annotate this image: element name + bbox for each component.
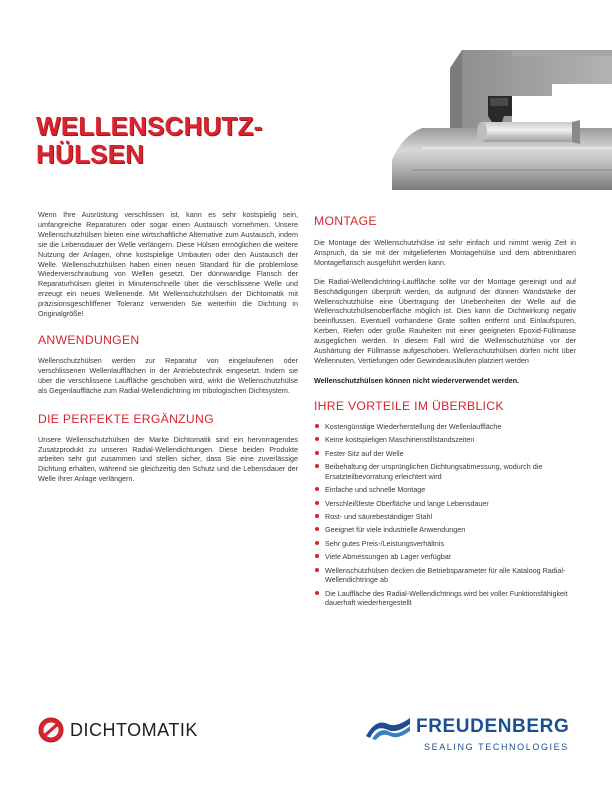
list-item: Viele Abmessungen ab Lager verfügbar <box>314 552 576 561</box>
freudenberg-logo <box>366 714 586 760</box>
bullet-icon <box>315 568 319 572</box>
bullet-icon <box>315 424 319 428</box>
montage-paragraph-1: Die Montage der Wellenschutzhülse ist sehr einfach und nimmt wenig Zeit in Anspruch, da sie mit der mitgelieferten Montagehülse und dem abtrennbaren Montageflansch ausgeführt werden kann. <box>314 238 576 267</box>
list-item: Die Lauffläche des Radial-Wellendichtrings wird bei voller Funktionsfähigkeit dauerhaft wiederhergestellt <box>314 589 576 608</box>
anwendungen-paragraph: Wellenschutzhülsen werden zur Reparatur von eingelaufenen oder verschlissenen Wellenlaufflächen in der Antriebstechnik eingesetzt. Indem sie über die verschlissene Lauffläche geschoben wird, wirkt die Wellenschutzhülse als Gegenlauffläche zum Radial-Wellendichtring im tribologischen Dichtsystem. <box>38 355 298 395</box>
vorteile-list <box>314 422 576 608</box>
heading-montage: MONTAGE <box>314 214 377 228</box>
list-item: Geeignet für viele industrielle Anwendungen <box>314 525 576 534</box>
bullet-icon <box>315 541 319 545</box>
list-item: Beibehaltung der ursprünglichen Dichtungsabmessung, wodurch die Ersatzteilbevorratung erleichtert wird <box>314 462 576 481</box>
bullet-icon <box>315 514 319 518</box>
bullet-icon <box>315 437 319 441</box>
bullet-icon <box>315 464 319 468</box>
dichtomatik-mark-icon <box>38 717 64 743</box>
list-item: Rost- und säurebeständiger Stahl <box>314 512 576 521</box>
list-item: Sehr gutes Preis-/Leistungsverhältnis <box>314 539 576 548</box>
left-column <box>38 210 298 484</box>
bullet-icon <box>315 487 319 491</box>
list-item: Wellenschutzhülsen decken die Betriebsparameter für alle Kataloog Radial-Wellendichtringe ab <box>314 566 576 585</box>
bullet-icon <box>315 451 319 455</box>
montage-paragraph-2: Die Radial-Wellendichtring-Lauffläche sollte vor der Montage gereinigt und auf Beschädigungen überprüft werden, da aufgrund der dünnen Wandstärke der Wellenschutzhülse eine Übertragung der Unebenheiten der Welle auf die Wellenschutzhülsenoberfläche möglich ist. Dies kann die Dichtwirkung negativ beeinflussen. Eventuell vorhandene Grate sollten entfernt und Einlaufspuren, Kerben, Riefen oder große Rauheiten mit einer geeigneten Epoxid-Füllmasse ausgeglichen werden. In diesem Fall wird die Wellenschutzhülse vor der Aushärtung der Füllmasse aufgeschoben. Wellenschutzhülsen dürfen nicht über Wellennuten, Vertiefungen oder Gewindeausläufen platziert werden <box>314 276 576 365</box>
freudenberg-wordmark: FREUDENBERG <box>416 716 570 737</box>
bullet-icon <box>315 527 319 531</box>
montage-note: Wellenschutzhülsen können nicht wiederverwendet werden. <box>314 375 520 385</box>
dichtomatik-logo <box>38 715 198 745</box>
title-line-2: HÜLSEN <box>36 139 145 169</box>
list-item: Einfache und schnelle Montage <box>314 485 576 494</box>
right-column <box>314 214 576 611</box>
page-title <box>36 112 336 168</box>
list-item: Keine kostspieligen Maschinenstillstandszeiten <box>314 435 576 444</box>
bullet-icon <box>315 591 319 595</box>
title-line-1: WELLENSCHUTZ- <box>36 111 263 141</box>
dichtomatik-wordmark: DICHTOMATIK <box>70 719 198 740</box>
list-item: Fester Sitz auf der Welle <box>314 449 576 458</box>
list-item: Kostengünstige Wiederherstellung der Wellenlauffläche <box>314 422 576 431</box>
heading-anwendungen: ANWENDUNGEN <box>38 332 140 347</box>
freudenberg-wave-icon <box>366 716 410 740</box>
freudenberg-subline: SEALING TECHNOLOGIES <box>424 742 569 752</box>
bullet-icon <box>315 554 319 558</box>
intro-paragraph: Wenn Ihre Ausrüstung verschlissen ist, kann es sehr kostspielig sein, umfangreiche Reparaturen oder sogar einen Austausch vornehmen. Unsere Wellenschutzhülsen bieten eine wirtschaftliche Alternative zum Austausch, indem sie die Lebensdauer der Welle verlängern. Diese Hülsen ermöglichen die weitere Nutzung der Anlagen, ohne kostspielige Umbauten oder den Austausch der Welle. Wellenschutzhülsen haben einen neuen Standard für die problemlose Wiederverschraubung von Wellen gesetzt. Der dünnwandige Flansch der Reparaturhülsen gleitet in Minutenschnelle über die verschlissene Welle und erzeugt ein neues Wellenende. Mit Wellenschutzhülsen der Dichtomatik mit präzisionsgeschliffener Toleranz verwenden Sie weiterhin die Dichtung in Originalgröße! <box>38 210 298 319</box>
shaft-sleeve-illustration <box>392 50 612 190</box>
bullet-icon <box>315 501 319 505</box>
list-item: Verschleißfeste Oberfläche und lange Lebensdauer <box>314 499 576 508</box>
heading-vorteile: IHRE VORTEILE IM ÜBERBLICK <box>314 398 504 413</box>
ergaenzung-paragraph: Unsere Wellenschutzhülsen der Marke Dichtomatik sind ein hervorragendes Zusatzprodukt zu unseren Radial-Wellendichtungen. Diese beiden Produkte arbeiten sehr gut zusammen und stellen sicher, dass Sie eine zuverlässige Dichtung erhalten, während sie gleichzeitig den Schutz und die Lebensdauer der Welle Ihrer Anlage verlängern. <box>38 434 298 484</box>
heading-ergaenzung: DIE PERFEKTE ERGÄNZUNG <box>38 411 214 426</box>
